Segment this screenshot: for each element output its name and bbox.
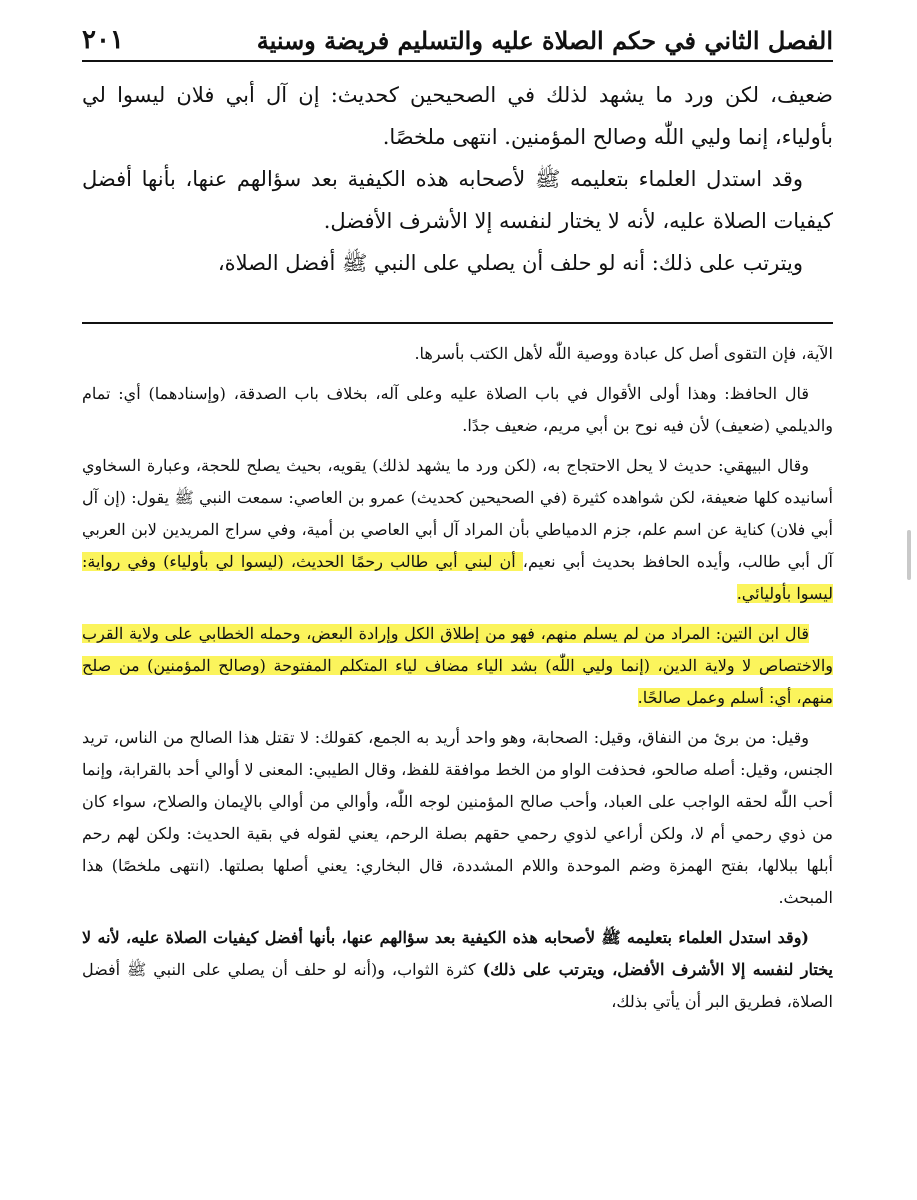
main-text (82, 74, 833, 284)
bold-quote: (وقد استدل العلماء بتعليمه ﷺ لأصحابه هذه الكيفية بعد سؤالهم عنها، بأنها أفضل كيفيات الصلاة عليه، لأنه لا يختار لنفسه إلا الأشرف الأفضل، ويترتب على ذلك) (82, 928, 834, 979)
scrollbar-thumb[interactable] (907, 530, 911, 580)
note-paragraph-4 (82, 618, 833, 714)
note-paragraph-3 (82, 450, 833, 610)
note-paragraph-1: الآية، فإن التقوى أصل كل عبادة ووصية اللّٰه لأهل الكتب بأسرها. (414, 344, 833, 363)
note-paragraph-6 (82, 922, 833, 1018)
commentary-notes (82, 338, 833, 1026)
note-paragraph-2: قال الحافظ: وهذا أولى الأقوال في باب الصلاة عليه وعلى آله، بخلاف باب الصدقة، (وإسنادهما) أي: تمام والديلمي (ضعيف) لأن فيه نوح بن أبي مريم، ضعيف جدًا. (82, 384, 833, 435)
chapter-title: الفصل الثاني في حكم الصلاة عليه والتسليم فريضة وسنية (256, 25, 833, 55)
note-paragraph-5: وقيل: من برئ من النفاق، وقيل: الصحابة، وهو واحد أريد به الجمع، كقولك: لا تقتل هذا الصالح من الناس، تريد الجنس، وقيل: أصله صالحو، فحذفت الواو من الخط موافقة للفظ، وقال الطيبي: المعنى لا أوالي أحد بالقرابة، وإنما أحب اللّٰه لحقه الواجب على العباد، وأحب صالح المؤمنين لوجه اللّٰه، وأوالي من أوالي بالإيمان والصلاح، سواء كان من ذوي رحمي أم لا، ولكن أراعي لذوي رحمي حقهم بصلة الرحم، يعني لقوله في بقية الحديث: ولكن لهم رحم أبلها ببلالها، بفتح الهمزة وضم الموحدة واللام المشددة، قال البخاري: يعني أصلها بصلتها. (انتهى ملخصًا) هذا المبحث. (82, 728, 833, 907)
main-paragraph-2: وقد استدل العلماء بتعليمه ﷺ لأصحابه هذه الكيفية بعد سؤالهم عنها، بأنها أفضل كيفيات الصلاة عليه، لأنه لا يختار لنفسه إلا الأشرف الأفضل. (82, 167, 833, 233)
page-header (82, 20, 833, 62)
note-paragraph-3-text: وقال البيهقي: حديث لا يحل الاحتجاج به، (لكن ورد ما يشهد لذلك) يقويه، بحيث يصلح للحجة، وعبارة السخاوي أسانيده كلها ضعيفة، لكن شواهده كثيرة (في الصحيحين كحديث) عمرو بن العاصي: سمعت النبي ﷺ يقول: (إن آل أبي فلان) كناية عن اسم علم، جزم الدمياطي بأن المراد آل أبي العاصي بن أمية، وفي سراج المريدين لابن العربي آل أبي طالب، وأيده الحافظ بحديث أبي نعيم، (82, 456, 834, 571)
highlighted-text-2: قال ابن التين: المراد من لم يسلم منهم، فهو من إطلاق الكل وإرادة البعض، وحمله الخطابي على ولاية القرب والاختصاص لا ولاية الدين، (إنما وليي اللّٰه) بشد الياء مضاف لياء المتكلم المفتوحة (وصالح المؤمنين) من صلح منهم، أي: أسلم وعمل صالحًا. (82, 624, 833, 707)
page-number: ٢٠١ (82, 25, 124, 55)
highlighted-text-1: أن لبني أبي طالب رحمًا الحديث، (ليسوا لي بأولياء) وفي رواية: ليسوا بأوليائي. (82, 552, 833, 603)
footnote-separator (82, 322, 833, 324)
note-paragraph-6-rest: كثرة الثواب، و(أنه لو حلف أن يصلي على النبي ﷺ أفضل الصلاة، فطريق البر أن يأتي بذلك، (82, 960, 833, 1011)
main-paragraph-1: ضعيف، لكن ورد ما يشهد لذلك في الصحيحين كحديث: إن آل أبي فلان ليسوا لي بأولياء، إنما وليي اللّٰه وصالح المؤمنين. انتهى ملخصًا. (82, 83, 833, 149)
main-paragraph-3: ويترتب على ذلك: أنه لو حلف أن يصلي على النبي ﷺ أفضل الصلاة، (217, 251, 803, 275)
